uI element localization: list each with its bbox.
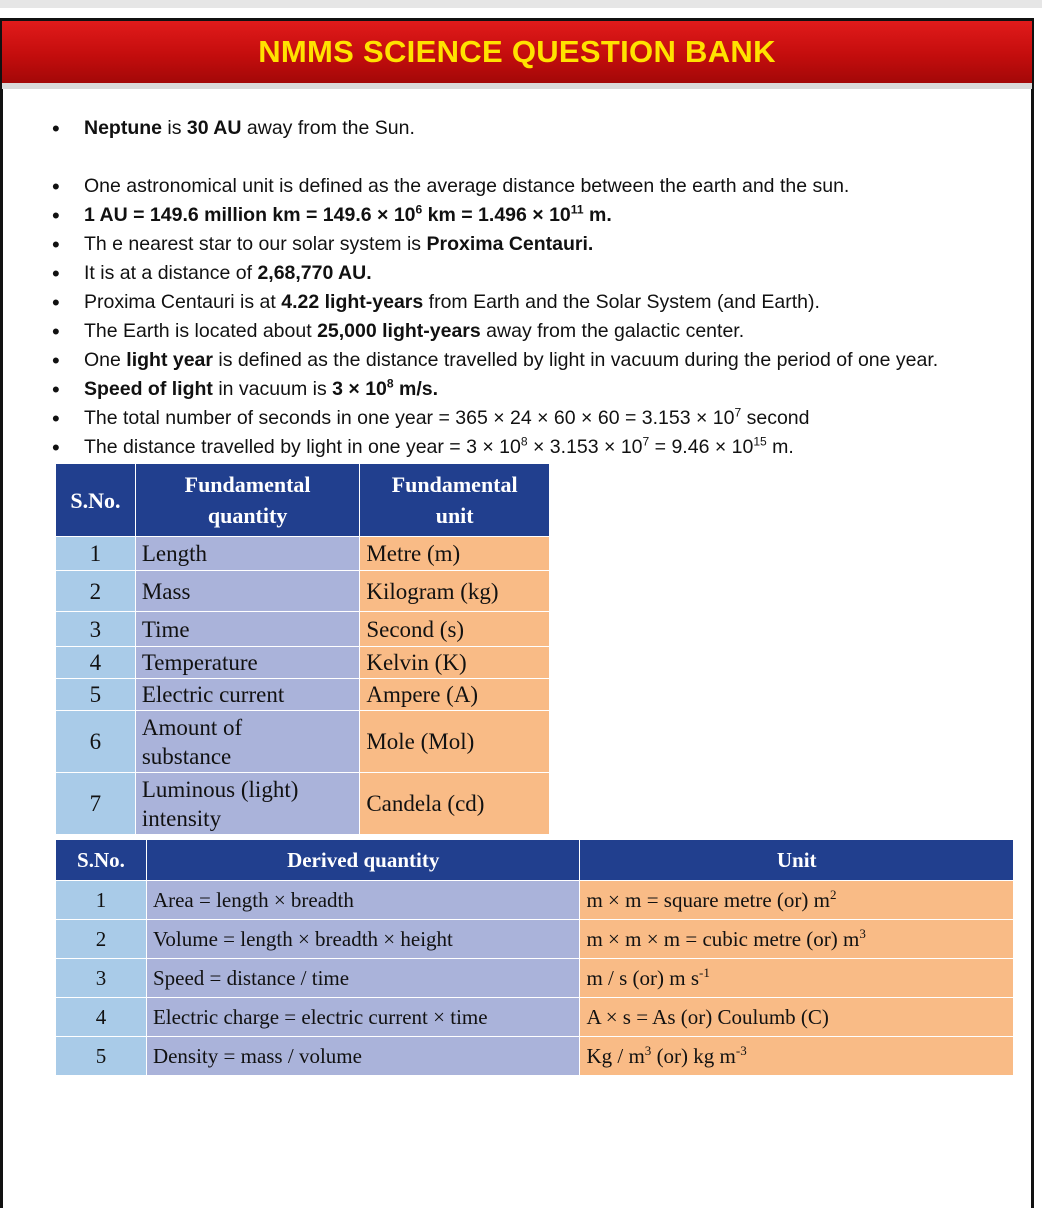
table-header-row xyxy=(56,464,550,537)
header-sno: S.No. xyxy=(56,464,136,537)
table-row: 5 Density = mass / volume Kg / $m^3$ (or) kg $m^{-3}$ xyxy=(56,1037,1014,1076)
bullet-list-main xyxy=(52,172,938,462)
list-item: • Neptune is 30 AU away from the Sun. xyxy=(52,114,415,143)
header-quantity: Fundamental quantity xyxy=(135,464,359,537)
list-item: • Proxima Centauri is at 4.22 light-years from Earth and the Solar System (and Earth). xyxy=(52,288,938,317)
table-row: 2 Mass Kilogram (kg) xyxy=(56,571,550,612)
table-row: 1 Area = length × breadth m × m = square metre (or) $m^2$ xyxy=(56,881,1014,920)
table-row: 3 Time Second (s) xyxy=(56,612,550,647)
fundamental-quantities-table xyxy=(55,463,550,835)
header-unit: Unit xyxy=(580,840,1014,881)
table-header-row xyxy=(56,840,1014,881)
table-row: 6 Amount of substance Mole (Mol) xyxy=(56,711,550,773)
table-row: 2 Volume = length × breadth × height m × m × m = cubic metre (or) $m^3$ xyxy=(56,920,1014,959)
table-row: 3 Speed = distance / time m / s (or) m $s^{-1}$ xyxy=(56,959,1014,998)
list-item: • The total number of seconds in one year = $365 \times 24 \times 60 \times 60 = 3.153 \times 10^7$ second xyxy=(52,404,938,433)
title-banner xyxy=(2,21,1032,83)
list-item: • The Earth is located about 25,000 light-years away from the galactic center. xyxy=(52,317,938,346)
bullet-list-top xyxy=(52,114,415,143)
list-item: • It is at a distance of 2,68,770 AU. xyxy=(52,259,938,288)
derived-quantities-table xyxy=(55,839,1014,1076)
table-row: 4 Electric charge = electric current × time A × s = As (or) Coulumb (C) xyxy=(56,998,1014,1037)
list-item: • One light year is defined as the distance travelled by light in vacuum during the period of one year. xyxy=(52,346,938,375)
table-row: 7 Luminous (light) intensity Candela (cd) xyxy=(56,773,550,835)
page-title: NMMS SCIENCE QUESTION BANK xyxy=(258,34,776,69)
list-item: • Speed of light in vacuum is $3 \times 10^8$ m/s. xyxy=(52,375,938,404)
table-row: 1 Length Metre (m) xyxy=(56,537,550,571)
top-strip xyxy=(0,0,1042,8)
banner-shadow xyxy=(2,83,1032,89)
list-item: • The distance travelled by light in one year = $3 \times 10^8 \times 3.153 \times 10^7 = 9.46 \times 10^{15}$ m. xyxy=(52,433,938,462)
list-item: • 1 AU = 149.6 million km = $149.6 \times 10^6$ km = $1.496 \times 10^{11}$ m. xyxy=(52,201,938,230)
table-row: 5 Electric current Ampere (A) xyxy=(56,679,550,711)
list-item: • Th e nearest star to our solar system is Proxima Centauri. xyxy=(52,230,938,259)
table-row: 4 Temperature Kelvin (K) xyxy=(56,647,550,679)
list-item: • One astronomical unit is defined as the average distance between the earth and the sun. xyxy=(52,172,938,201)
header-unit: Fundamental unit xyxy=(360,464,550,537)
header-derived-quantity: Derived quantity xyxy=(146,840,580,881)
header-sno: S.No. xyxy=(56,840,147,881)
